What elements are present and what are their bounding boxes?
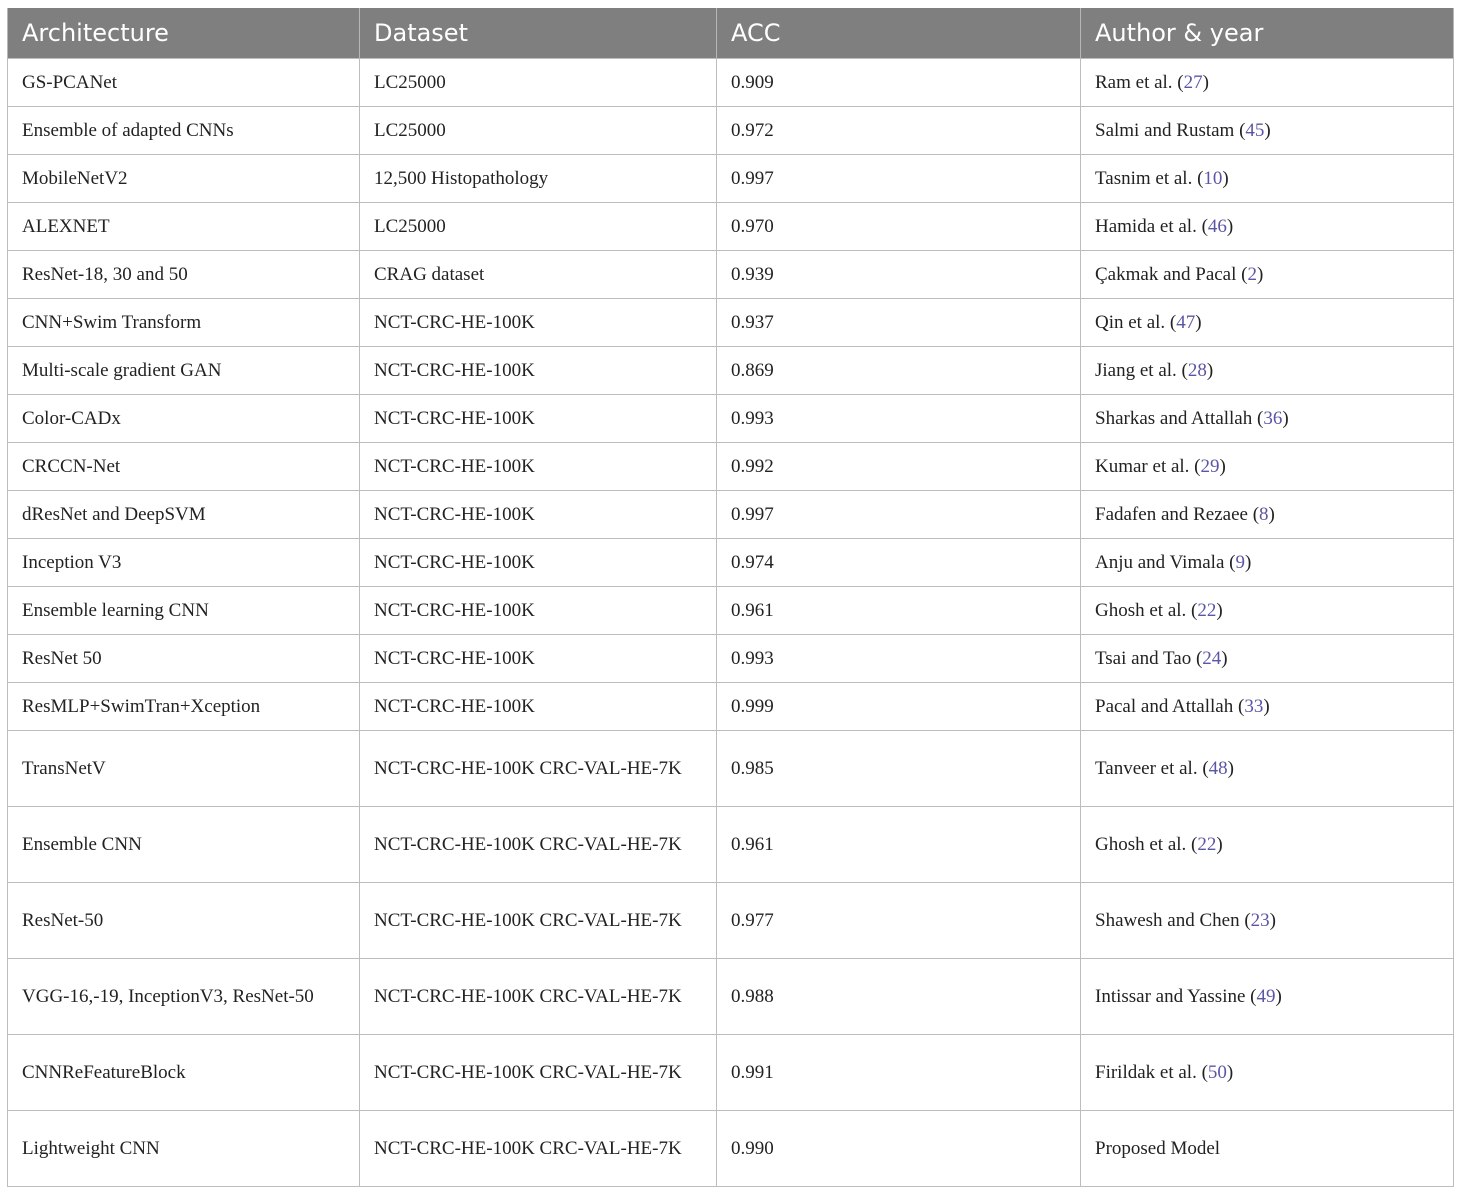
cell-architecture: CRCCN-Net	[8, 443, 360, 491]
cell-author	[1081, 587, 1454, 635]
cell-acc: 0.937	[717, 299, 1081, 347]
author-close: )	[1216, 833, 1223, 855]
cell-architecture: ResNet 50	[8, 635, 360, 683]
author-text: Shawesh and Chen (	[1095, 909, 1251, 931]
cell-acc: 0.974	[717, 539, 1081, 587]
cell-acc: 0.991	[717, 1035, 1081, 1111]
cell-dataset: NCT-CRC-HE-100K	[360, 539, 717, 587]
header-dataset: Dataset	[360, 8, 717, 59]
cell-author	[1081, 635, 1454, 683]
cell-author	[1081, 539, 1454, 587]
author-text: Proposed Model	[1095, 1137, 1221, 1159]
cell-dataset: NCT-CRC-HE-100K	[360, 491, 717, 539]
reference-link[interactable]: 49	[1256, 985, 1276, 1007]
cell-architecture: CNNReFeatureBlock	[8, 1035, 360, 1111]
cell-dataset: LC25000	[360, 203, 717, 251]
author-text: Ghosh et al. (	[1095, 833, 1198, 855]
author-close: )	[1226, 1061, 1234, 1083]
cell-architecture: Lightweight CNN	[8, 1111, 360, 1187]
author-close: )	[1263, 695, 1270, 717]
cell-architecture: Ensemble of adapted CNNs	[8, 107, 360, 155]
author-close: )	[1269, 909, 1276, 931]
cell-architecture: Color-CADx	[8, 395, 360, 443]
table-row	[8, 443, 1454, 491]
cell-author	[1081, 883, 1454, 959]
cell-dataset: LC25000	[360, 107, 717, 155]
cell-acc: 0.869	[717, 347, 1081, 395]
cell-dataset: NCT-CRC-HE-100K CRC-VAL-HE-7K	[360, 731, 717, 807]
cell-acc: 0.997	[717, 155, 1081, 203]
table-row	[8, 587, 1454, 635]
table-row	[8, 635, 1454, 683]
cell-acc: 0.977	[717, 883, 1081, 959]
table-row	[8, 683, 1454, 731]
cell-author	[1081, 1035, 1454, 1111]
table-row	[8, 883, 1454, 959]
cell-author	[1081, 443, 1454, 491]
reference-link[interactable]: 23	[1250, 909, 1270, 931]
reference-link[interactable]: 50	[1207, 1061, 1227, 1083]
table-row	[8, 731, 1454, 807]
cell-acc: 0.990	[717, 1111, 1081, 1187]
cell-dataset: NCT-CRC-HE-100K CRC-VAL-HE-7K	[360, 807, 717, 883]
author-close: )	[1222, 167, 1229, 189]
cell-dataset: NCT-CRC-HE-100K CRC-VAL-HE-7K	[360, 883, 717, 959]
reference-link[interactable]: 45	[1245, 119, 1265, 141]
cell-architecture: CNN+Swim Transform	[8, 299, 360, 347]
table-row	[8, 59, 1454, 107]
table-row	[8, 959, 1454, 1035]
author-close: )	[1226, 215, 1234, 237]
author-close: )	[1206, 359, 1214, 381]
table-row	[8, 347, 1454, 395]
table-row	[8, 1035, 1454, 1111]
cell-author	[1081, 347, 1454, 395]
cell-acc: 0.993	[717, 395, 1081, 443]
reference-link[interactable]: 9	[1235, 551, 1245, 573]
author-text: Salmi and Rustam (	[1095, 119, 1246, 141]
author-close: )	[1275, 985, 1282, 1007]
author-text: Tasnim et al. (	[1095, 167, 1204, 189]
author-text: Sharkas and Attallah (	[1095, 407, 1264, 429]
author-close: )	[1219, 455, 1226, 477]
table-row	[8, 107, 1454, 155]
author-text: Tsai and Tao (	[1095, 647, 1203, 669]
reference-link[interactable]: 8	[1259, 503, 1269, 525]
author-text: Firildak et al. (	[1095, 1061, 1208, 1083]
cell-architecture: Ensemble CNN	[8, 807, 360, 883]
author-text: Ram et al. (	[1095, 71, 1184, 93]
author-text: Anju and Vimala (	[1095, 551, 1236, 573]
cell-acc: 0.992	[717, 443, 1081, 491]
cell-author	[1081, 959, 1454, 1035]
author-text: Kumar et al. (	[1095, 455, 1201, 477]
cell-architecture: ResNet-18, 30 and 50	[8, 251, 360, 299]
comparison-table	[7, 8, 1454, 1187]
cell-architecture: GS-PCANet	[8, 59, 360, 107]
table-row	[8, 539, 1454, 587]
reference-link[interactable]: 2	[1247, 263, 1257, 285]
cell-acc: 0.988	[717, 959, 1081, 1035]
table-row	[8, 1111, 1454, 1187]
reference-link[interactable]: 10	[1203, 167, 1223, 189]
reference-link[interactable]: 22	[1197, 833, 1217, 855]
cell-author	[1081, 251, 1454, 299]
cell-author	[1081, 59, 1454, 107]
author-text: Ghosh et al. (	[1095, 599, 1198, 621]
cell-dataset: CRAG dataset	[360, 251, 717, 299]
cell-acc: 0.939	[717, 251, 1081, 299]
reference-link[interactable]: 36	[1263, 407, 1283, 429]
cell-architecture: Ensemble learning CNN	[8, 587, 360, 635]
cell-dataset: NCT-CRC-HE-100K	[360, 347, 717, 395]
cell-dataset: NCT-CRC-HE-100K	[360, 443, 717, 491]
author-close: )	[1268, 503, 1275, 525]
reference-link[interactable]: 29	[1200, 455, 1220, 477]
author-text: Hamida et al. (	[1095, 215, 1208, 237]
author-text: Pacal and Attallah (	[1095, 695, 1245, 717]
header-architecture: Architecture	[8, 8, 360, 59]
table-row	[8, 251, 1454, 299]
cell-dataset: NCT-CRC-HE-100K	[360, 587, 717, 635]
author-text: Intissar and Yassine (	[1095, 985, 1257, 1007]
reference-link[interactable]: 46	[1207, 215, 1227, 237]
cell-author	[1081, 299, 1454, 347]
table-row	[8, 807, 1454, 883]
reference-link[interactable]: 22	[1197, 599, 1217, 621]
table-row	[8, 155, 1454, 203]
cell-acc: 0.961	[717, 587, 1081, 635]
table-row	[8, 299, 1454, 347]
author-close: )	[1264, 119, 1271, 141]
author-text: Qin et al. (	[1095, 311, 1177, 333]
author-text: Jiang et al. (	[1095, 359, 1188, 381]
author-close: )	[1227, 757, 1234, 779]
reference-link[interactable]: 33	[1244, 695, 1264, 717]
author-close: )	[1256, 263, 1264, 285]
cell-acc: 0.985	[717, 731, 1081, 807]
cell-architecture: MobileNetV2	[8, 155, 360, 203]
cell-author	[1081, 491, 1454, 539]
reference-link[interactable]: 27	[1183, 71, 1203, 93]
author-text: Fadafen and Rezaee (	[1095, 503, 1260, 525]
reference-link[interactable]: 48	[1208, 757, 1228, 779]
cell-author	[1081, 395, 1454, 443]
author-close: )	[1216, 599, 1223, 621]
author-text: Tanveer et al. (	[1095, 757, 1209, 779]
cell-acc: 0.993	[717, 635, 1081, 683]
cell-acc: 0.997	[717, 491, 1081, 539]
cell-dataset: NCT-CRC-HE-100K	[360, 635, 717, 683]
cell-architecture: ResNet-50	[8, 883, 360, 959]
cell-dataset: NCT-CRC-HE-100K CRC-VAL-HE-7K	[360, 1035, 717, 1111]
cell-architecture: VGG-16,-19, InceptionV3, ResNet-50	[8, 959, 360, 1035]
cell-architecture: Multi-scale gradient GAN	[8, 347, 360, 395]
cell-architecture: Inception V3	[8, 539, 360, 587]
header-author-year: Author & year	[1081, 8, 1454, 59]
cell-acc: 0.999	[717, 683, 1081, 731]
table-row	[8, 395, 1454, 443]
cell-author	[1081, 155, 1454, 203]
cell-architecture: ResMLP+SwimTran+Xception	[8, 683, 360, 731]
cell-dataset: NCT-CRC-HE-100K CRC-VAL-HE-7K	[360, 959, 717, 1035]
author-close: )	[1282, 407, 1289, 429]
header-acc: ACC	[717, 8, 1081, 59]
table-header-row	[8, 8, 1454, 59]
cell-architecture: dResNet and DeepSVM	[8, 491, 360, 539]
cell-dataset: NCT-CRC-HE-100K CRC-VAL-HE-7K	[360, 1111, 717, 1187]
cell-dataset: NCT-CRC-HE-100K	[360, 299, 717, 347]
table-row	[8, 203, 1454, 251]
author-close: )	[1202, 71, 1209, 93]
cell-architecture: TransNetV	[8, 731, 360, 807]
author-text: Çakmak and Pacal (	[1095, 263, 1248, 285]
cell-acc: 0.909	[717, 59, 1081, 107]
reference-link[interactable]: 28	[1187, 359, 1207, 381]
cell-author	[1081, 107, 1454, 155]
cell-dataset: LC25000	[360, 59, 717, 107]
reference-link[interactable]: 24	[1202, 647, 1222, 669]
cell-architecture: ALEXNET	[8, 203, 360, 251]
cell-author	[1081, 807, 1454, 883]
cell-author	[1081, 731, 1454, 807]
cell-author	[1081, 683, 1454, 731]
cell-acc: 0.972	[717, 107, 1081, 155]
cell-acc: 0.961	[717, 807, 1081, 883]
cell-dataset: NCT-CRC-HE-100K	[360, 683, 717, 731]
cell-dataset: 12,500 Histopathology	[360, 155, 717, 203]
cell-author	[1081, 1111, 1454, 1187]
reference-link[interactable]: 47	[1176, 311, 1196, 333]
table-row	[8, 491, 1454, 539]
cell-dataset: NCT-CRC-HE-100K	[360, 395, 717, 443]
author-close: )	[1244, 551, 1252, 573]
cell-author	[1081, 203, 1454, 251]
cell-acc: 0.970	[717, 203, 1081, 251]
author-close: )	[1221, 647, 1228, 669]
author-close: )	[1195, 311, 1202, 333]
